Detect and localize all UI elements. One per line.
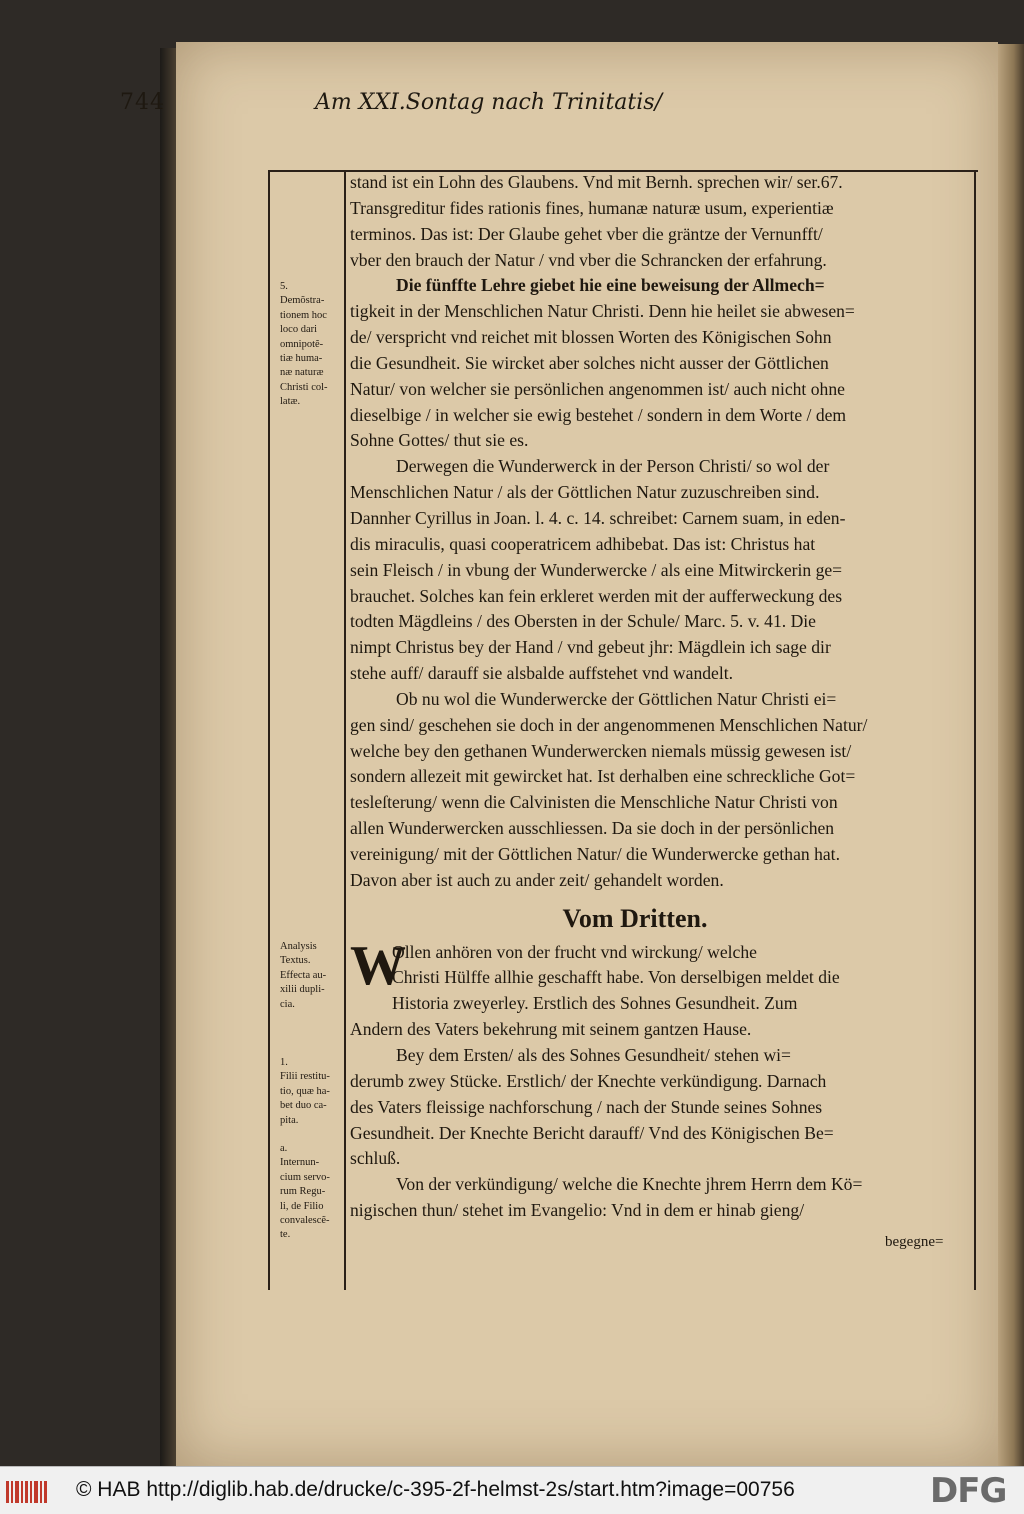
text-line: allen Wunderwercken ausschliessen. Da sie doch in der persönlichen xyxy=(350,818,835,839)
running-title: Am XXI.Sontag nach Trinitatis/ xyxy=(315,90,663,115)
text-line: Historia zweyerley. Erstlich des Sohnes Gesundheit. Zum xyxy=(392,993,798,1014)
text-line: Transgreditur fides rationis fines, humanæ naturæ usum, experientiæ xyxy=(350,197,834,218)
text-line: tigkeit in der Menschlichen Natur Christi. Denn hie heilet sie abwesen= xyxy=(350,301,855,322)
paragraph-start: Bey dem Ersten/ als des Sohnes Gesundheit/ stehen wi= xyxy=(396,1045,791,1065)
text-line: vber den brauch der Natur / vnd vber die Schrancken der erfahrung. xyxy=(350,249,827,270)
barcode-icon xyxy=(6,1481,48,1503)
text-line: stand ist ein Lohn des Glaubens. Vnd mit Bernh. sprechen wir/ ser.67. xyxy=(350,172,843,192)
text-line: Sohne Gottes/ thut sie es. xyxy=(350,430,529,451)
dfg-logo: DFG xyxy=(930,1471,1007,1511)
catchword: begegne= xyxy=(885,1234,944,1250)
drop-cap: W xyxy=(350,934,406,997)
text-line: sondern allezeit mit gewircket hat. Ist derhalben eine schreckliche Got= xyxy=(350,766,856,787)
text-line: nigischen thun/ stehet im Evangelio: Vnd in dem er hinab gieng/ xyxy=(350,1200,805,1221)
body-text xyxy=(350,170,970,1224)
page-number: 744 xyxy=(120,90,165,115)
margin-note-filii: 1. Filii restitu- tio, quæ ha- bet duo ca- pita. xyxy=(280,1057,330,1126)
text-line: Gesundheit. Der Knechte Bericht darauff/ Vnd des Königischen Be= xyxy=(350,1122,834,1143)
inner-margin-rule xyxy=(344,170,346,1290)
text-line: brauchet. Solches kan fein erkleret werden mit der aufferweckung des xyxy=(350,585,843,606)
text-line: vereinigung/ mit der Göttlichen Natur/ die Wunderwercke gethan hat. xyxy=(350,843,840,864)
margin-note-analysis: Analysis Textus. Effecta au- xilii dupli- cia. xyxy=(280,941,327,1010)
paragraph-start: Von der verkündigung/ welche die Knechte jhrem Herrn dem Kö= xyxy=(396,1174,863,1195)
outer-margin-rule xyxy=(268,170,270,1290)
page-header xyxy=(120,90,840,124)
text-line: des Vaters fleissige nachforschung / nach der Stunde seines Sohnes xyxy=(350,1096,823,1117)
text-line: Ollen anhören von der frucht vnd wirckung/ welche xyxy=(392,941,757,962)
page-edge xyxy=(998,44,1024,1466)
text-line: Davon aber ist auch zu ander zeit/ gehandelt worden. xyxy=(350,869,724,890)
text-line: schluß. xyxy=(350,1148,401,1169)
text-line: dieselbige / in welcher sie ewig bestehet / sondern in dem Worte / dem xyxy=(350,404,847,425)
text-line: Menschlichen Natur / als der Göttlichen Natur zuzuschreiben sind. xyxy=(350,482,820,503)
paragraph-start: Derwegen die Wunderwerck in der Person Christi/ so wol der xyxy=(396,456,830,477)
drop-cap-paragraph xyxy=(350,934,970,1018)
section-heading: Vom Dritten. xyxy=(562,903,708,933)
text-line: gen sind/ geschehen sie doch in der angenommenen Menschlichen Natur/ xyxy=(350,714,868,735)
footer-bar xyxy=(0,1466,1024,1514)
text-line: de/ verspricht vnd reichet mit blossen Worten des Königischen Sohn xyxy=(350,327,832,348)
margin-note-omnipotence: 5. Demõstra- tionem hoc loco dari omnipotẽ- tiæ huma- næ naturæ Christi col- latæ. xyxy=(280,281,328,408)
text-line: welche bey den gethanen Wunderwercken niemals müssig gewesen ist/ xyxy=(350,740,852,761)
text-line: die Gesundheit. Sie wircket aber solches nicht ausser der Göttlichen xyxy=(350,352,829,373)
source-link[interactable]: © HAB http://diglib.hab.de/drucke/c-395-2f-helmst-2s/start.htm?image=00756 xyxy=(76,1478,795,1501)
margin-note-internuncium: a. Internun- cium servo- rum Regu- li, de Filio convalescẽ- te. xyxy=(280,1143,330,1241)
book-gutter xyxy=(160,48,176,1466)
text-line: tesleſterung/ wenn die Calvinisten die Menschliche Natur Christi von xyxy=(350,792,838,813)
text-line: stehe auff/ darauff sie alsbalde auffstehet vnd wandelt. xyxy=(350,663,734,684)
text-line: derumb zwey Stücke. Erstlich/ der Knechte verkündigung. Darnach xyxy=(350,1070,827,1091)
text-line: Natur/ von welcher sie persönlichen angenommen ist/ auch nicht ohne xyxy=(350,378,845,399)
text-line: Andern des Vaters bekehrung mit seinem gantzen Hause. xyxy=(350,1019,752,1040)
text-line: terminos. Das ist: Der Glaube gehet vber die gräntze der Vernunfft/ xyxy=(350,223,823,244)
text-right-rule xyxy=(974,170,976,1290)
paragraph-start: Ob nu wol die Wunderwercke der Göttlichen Natur Christi ei= xyxy=(396,688,837,709)
text-line: sein Fleisch / in vbung der Wunderwercke / als eine Mitwirckerin ge= xyxy=(350,559,843,580)
text-line: todten Mägdleins / des Obersten in der Schule/ Marc. 5. v. 41. Die xyxy=(350,611,816,632)
text-line: Christi Hülffe allhie geschafft habe. Von derselbigen meldet die xyxy=(392,967,840,988)
text-line: dis miraculis, quasi cooperatricem adhibebat. Das ist: Christus hat xyxy=(350,533,816,554)
paragraph-start: Die fünffte Lehre giebet hie eine beweisung der Allmech= xyxy=(396,275,825,296)
text-line: nimpt Christus bey der Hand / vnd gebeut jhr: Mägdlein ich sage dir xyxy=(350,637,831,658)
text-line: Dannher Cyrillus in Joan. l. 4. c. 14. schreibet: Carnem suam, in eden- xyxy=(350,507,846,528)
